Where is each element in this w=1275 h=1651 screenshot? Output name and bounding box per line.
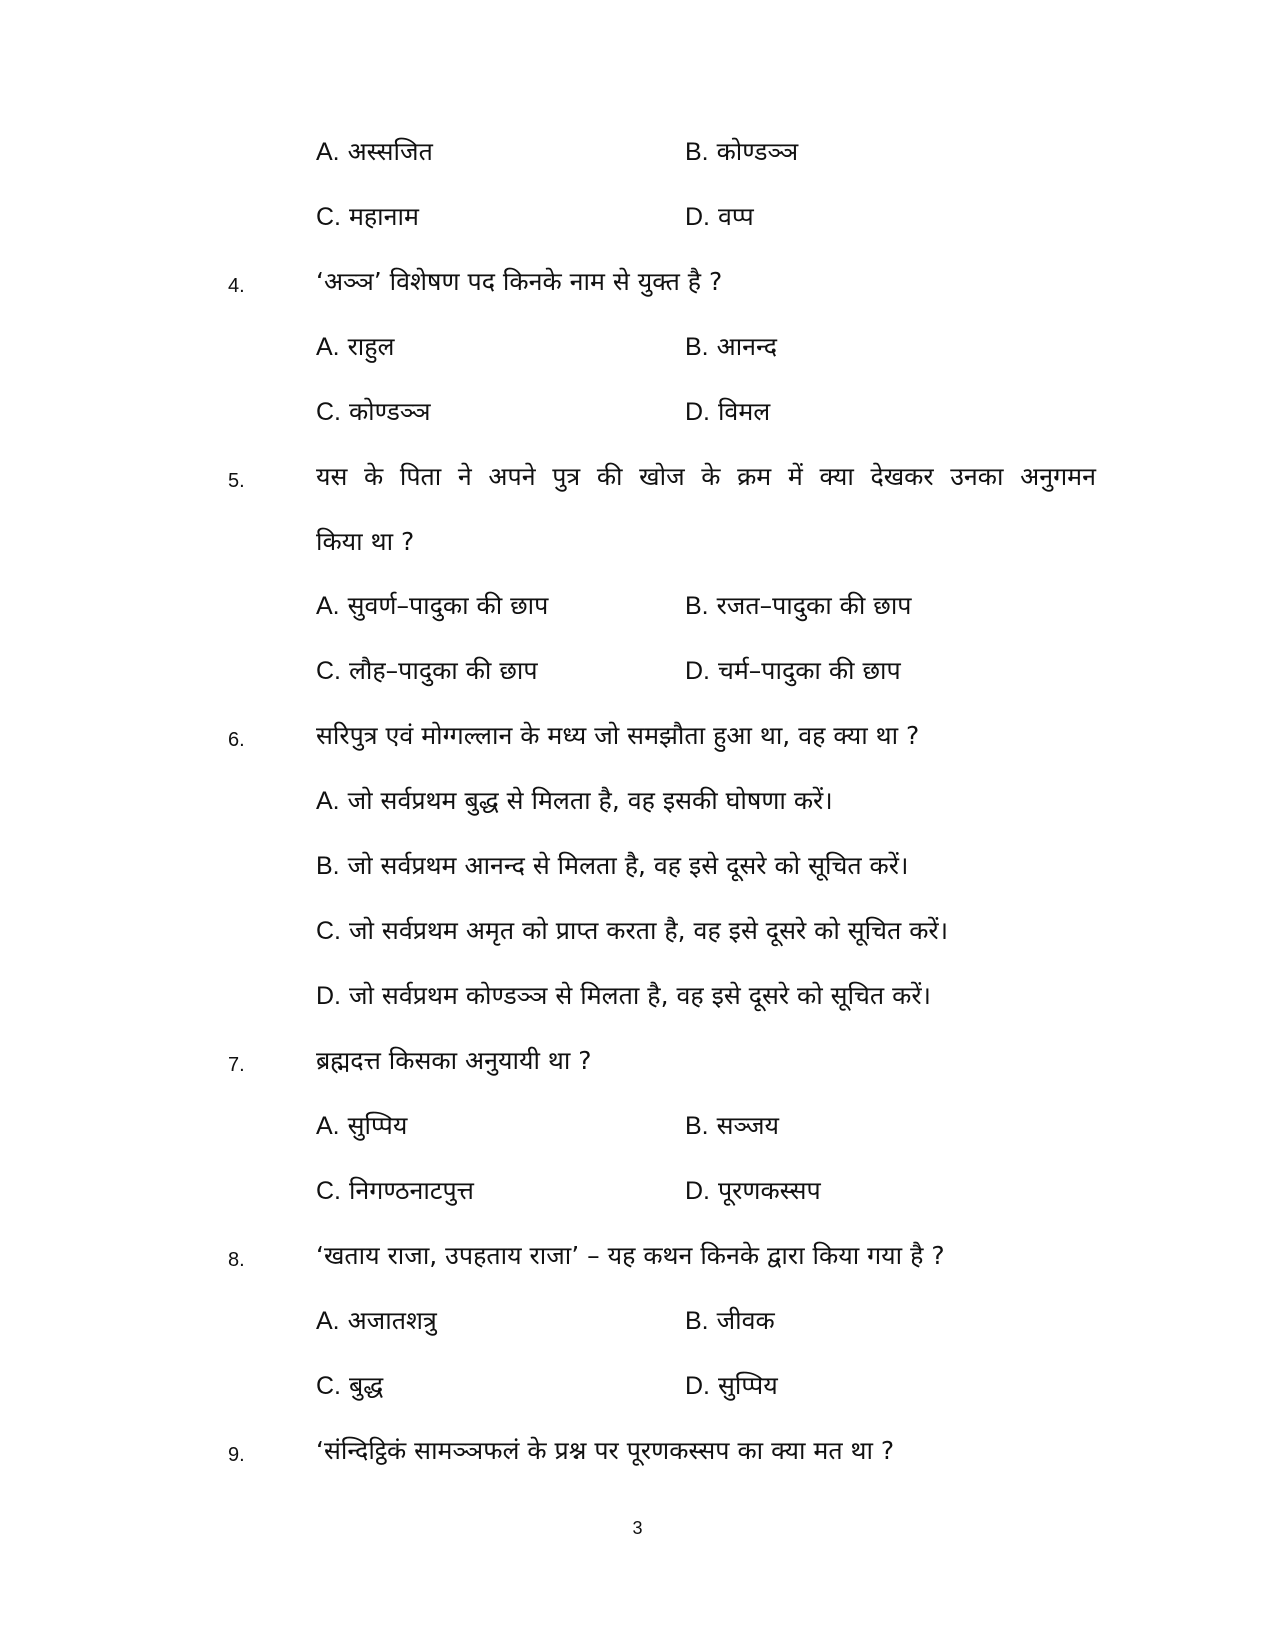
q8-option-c (316, 1370, 383, 1402)
option-label: C. (316, 1372, 341, 1400)
option-text: वप्प (717, 202, 754, 231)
option-label: A. (316, 592, 340, 620)
option-text: बुद्ध (348, 1371, 384, 1400)
q4-option-b (685, 331, 777, 363)
question-text: ‘खताय राजा, उपहताय राजा’ – यह कथन किनके द्वारा किया गया है ? (316, 1241, 945, 1270)
option-text: कोण्डञ्ञ (348, 397, 431, 426)
q8-option-b (685, 1305, 775, 1337)
option-label: A. (316, 138, 340, 166)
option-text: जो सर्वप्रथम अमृत को प्राप्त करता है, वह इसे दूसरे को सूचित करें। (348, 916, 949, 945)
option-text: जो सर्वप्रथम कोण्डञ्ञ से मिलता है, वह इसे दूसरे को सूचित करें। (348, 981, 932, 1010)
q5-option-c (316, 655, 538, 687)
q6-option-b (316, 850, 908, 882)
option-label: C. (316, 917, 341, 945)
q7-option-a (316, 1110, 407, 1142)
option-text: रजत–पादुका की छाप (716, 591, 912, 620)
page-number: 3 (632, 1518, 643, 1538)
q8-option-a (316, 1305, 437, 1337)
option-label: B. (685, 1307, 709, 1335)
option-label: C. (316, 1177, 341, 1205)
question-number: 7. (228, 1054, 245, 1076)
option-label: B. (685, 592, 709, 620)
option-text: निगण्ठनाटपुत्त (348, 1176, 474, 1205)
option-label: C. (316, 203, 341, 231)
question-text-continued: किया था ? (316, 527, 415, 556)
option-label: A. (316, 1112, 340, 1140)
option-text: लौह–पादुका की छाप (348, 656, 538, 685)
q7-option-d (685, 1175, 821, 1207)
q4-option-c (316, 396, 431, 428)
q6-option-c (316, 915, 948, 947)
option-label: A. (316, 333, 340, 361)
option-label: D. (685, 1177, 710, 1205)
q5-option-d (685, 655, 901, 687)
option-label: A. (316, 1307, 340, 1335)
question-number: 4. (228, 275, 245, 297)
q6-option-a (316, 785, 833, 817)
option-text: आनन्द (716, 332, 778, 361)
option-label: D. (685, 398, 710, 426)
q3-option-b (685, 136, 798, 168)
option-text: सुप्पिय (347, 1111, 408, 1140)
option-text: जो सर्वप्रथम बुद्ध से मिलता है, वह इसकी घोषणा करें। (347, 786, 833, 815)
question-text: ब्रह्मदत्त किसका अनुयायी था ? (316, 1046, 592, 1075)
option-label: B. (685, 1112, 709, 1140)
q3-option-a (316, 136, 433, 168)
option-text: सुप्पिय (717, 1371, 778, 1400)
q7-option-c (316, 1175, 474, 1207)
option-text: जीवक (716, 1306, 775, 1335)
q4-option-a (316, 331, 395, 363)
option-text: सुवर्ण–पादुका की छाप (347, 591, 549, 620)
question-number: 8. (228, 1249, 245, 1271)
option-text: चर्म–पादुका की छाप (717, 656, 901, 685)
option-text: जो सर्वप्रथम आनन्द से मिलता है, वह इसे दूसरे को सूचित करें। (347, 851, 909, 880)
option-text: महानाम (348, 202, 419, 231)
q8-option-d (685, 1370, 778, 1402)
option-label: C. (316, 657, 341, 685)
question-text: ‘संन्दिट्ठिकं सामञ्ञफलं के प्रश्न पर पूरणकस्सप का क्या मत था ? (316, 1436, 895, 1465)
question-text: सरिपुत्र एवं मोग्गल्लान के मध्य जो समझौता हुआ था, वह क्या था ? (316, 721, 920, 750)
question-text: ‘अञ्ञ’ विशेषण पद किनके नाम से युक्त है ? (316, 267, 723, 296)
option-label: A. (316, 787, 340, 815)
option-label: D. (685, 657, 710, 685)
option-text: अजातशत्रु (347, 1306, 437, 1335)
question-number: 6. (228, 729, 245, 751)
q6-option-d (316, 980, 931, 1012)
option-label: B. (685, 333, 709, 361)
q3-option-c (316, 201, 419, 233)
question-number: 5. (228, 470, 245, 492)
option-label: D. (685, 203, 710, 231)
question-number: 9. (228, 1444, 245, 1466)
option-label: B. (685, 138, 709, 166)
q7-option-b (685, 1110, 779, 1142)
q5-option-b (685, 590, 912, 622)
option-label: D. (316, 982, 341, 1010)
option-text: विमल (717, 397, 771, 426)
option-label: B. (316, 852, 340, 880)
q3-option-d (685, 201, 754, 233)
option-text: कोण्डञ्ञ (716, 137, 799, 166)
option-text: सञ्जय (716, 1111, 780, 1140)
option-text: पूरणकस्सप (717, 1176, 821, 1205)
q4-option-d (685, 396, 770, 428)
option-label: C. (316, 398, 341, 426)
option-text: अस्सजित (347, 137, 433, 166)
option-label: D. (685, 1372, 710, 1400)
q5-option-a (316, 590, 548, 622)
option-text: राहुल (347, 332, 395, 361)
question-text: यस के पिता ने अपने पुत्र की खोज के क्रम में क्या देखकर उनका अनुगमन (316, 462, 1096, 491)
